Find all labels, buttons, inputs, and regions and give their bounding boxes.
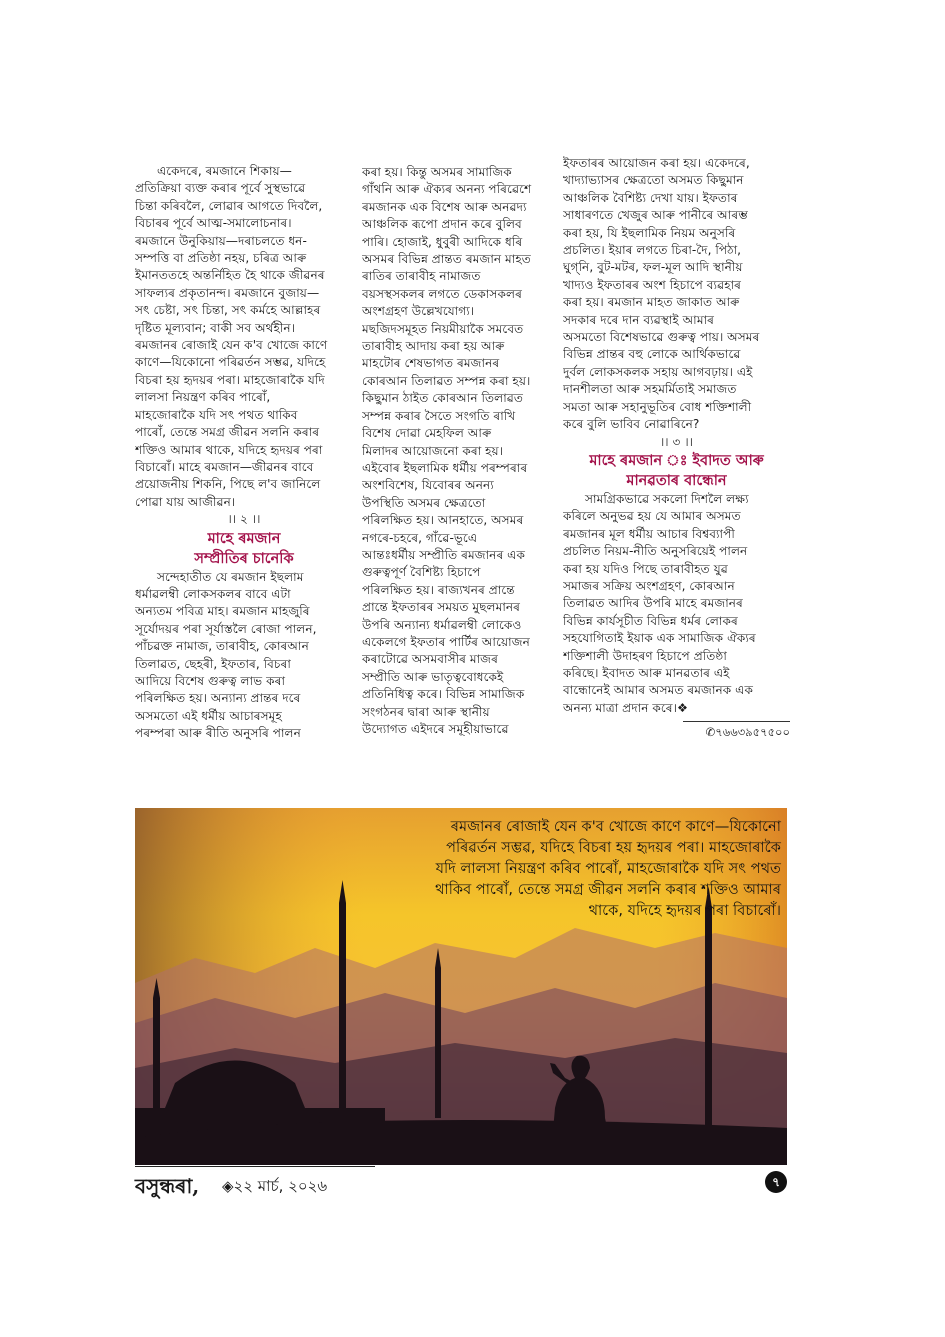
text-line: মাহটোৰ শেষভাগত ৰমজানৰ (362, 356, 500, 371)
text-line: সৎ চেষ্টা, সৎ চিন্তা, সৎ কৰ্মহে আল্লাহৰ (135, 303, 321, 318)
text-line: প্ৰয়োজনীয় শিকনি, পিছে ল'ব জানিলে (135, 477, 321, 492)
issue-date: ◈২২ মাৰ্চ, ২০২৬ (222, 1177, 328, 1195)
text-line: খাদ্যও ইফতাৰৰ অংশ হিচাপে ব্যৱহাৰ (563, 277, 742, 292)
text-line: অংশবিশেষ, যিবোৰৰ অনন্য (362, 478, 494, 493)
text-line: সন্দেহাতীত যে ৰমজান ইছলাম (157, 569, 304, 584)
text-line: ঘুগ্‌নি, বুট-মটৰ, ফল-মূল আদি স্থানীয় (563, 260, 743, 275)
author-phone: ✆৭৬৬৩৯৫৭৫০০ (683, 721, 790, 741)
text-line: পাঁচৱক্ত নামাজ, তাৰাবীহ, কোৰআন (135, 639, 309, 654)
text-line: প্ৰান্তে ইফতাৰৰ সময়ত মুছলমানৰ (362, 600, 521, 615)
text-line: একেলগে ইফতাৰ পাৰ্টিৰ আয়োজন (362, 634, 530, 649)
section-marker: ।। ৩ ।। (659, 434, 694, 449)
text-line: বিচাৰৰ পূৰ্বে আত্ম-সমালোচনাৰ। (135, 216, 292, 231)
text-line: কোৰআন তিলাৱত সম্পন্ন কৰা হয়। (362, 373, 531, 388)
quote-line: থাকিব পাৰোঁ, তেন্তে সমগ্ৰ জীৱন সলনি কৰাৰ শক্তিও আমাৰ (435, 881, 781, 898)
text-line: এইবোৰ ইছলামিক ধৰ্মীয় পৰম্পৰাৰ (362, 460, 528, 475)
text-line: আঞ্চলিক বৈশিষ্ট্য দেখা যায়। ইফতাৰ (563, 190, 738, 205)
text-line: ৰাতিৰ তাৰাবীহ নামাজত (362, 269, 481, 284)
text-line: কাণে—যিকোনো পৰিৱৰ্তন সম্ভৱ, যদিহে (135, 355, 326, 370)
heading-line: মাহে ৰমজান (207, 530, 281, 547)
heading-line: মাহে ৰমজান ঃ ইবাদত আৰু (589, 452, 764, 469)
text-line: অসমতো বিশেষভাৱে গুৰুত্ব পায়। অসমৰ (563, 330, 760, 345)
text-line: আঞ্চলিক ৰূপো প্ৰদান কৰে বুলিব (362, 217, 522, 232)
heading-line: মানৱতাৰ বান্ধোন (626, 472, 727, 489)
text-line: দৃষ্টিত মূল্যবান; বাকী সব অৰ্থহীন। (135, 320, 296, 335)
paragraph (563, 155, 790, 434)
text-line: নগৰে-চহৰে, গাঁৱে-ভূএে (362, 530, 478, 545)
text-line: পৰিলক্ষিত হয়। ৰাজ্যখনৰ প্ৰান্তে (362, 582, 515, 597)
text-line: পোৱা যায় আজীৱন। (135, 494, 236, 509)
text-line: প্ৰচলিত নিয়ম-নীতি অনুসৰিয়েই পালন (563, 544, 748, 559)
text-line: বিচৰা হয় হৃদয়ৰ পৰা। মাহজোৰাকৈ যদি (135, 372, 325, 387)
text-line: ৰমজানে উনুকিয়ায়—দৰাচলতে ধন- (135, 233, 307, 248)
text-line: তাৰাবীহ আদায় কৰা হয় আৰু (362, 339, 505, 354)
text-line: তিলাৱত আদিৰ উপৰি মাহে ৰমজানৰ (563, 596, 743, 611)
text-line: পাৰোঁ, তেন্তে সমগ্ৰ জীৱন সলনি কৰাৰ (135, 425, 320, 440)
text-line: পৰম্পৰা আৰু ৰীতি অনুসৰি পালন (135, 726, 301, 741)
column-1 (135, 163, 353, 743)
text-line: গুৰুত্বপূৰ্ণ বৈশিষ্ট্য হিচাপে (362, 565, 481, 580)
text-line: প্ৰতিনিধিত্ব কৰে। বিভিন্ন সামাজিক (362, 687, 525, 702)
publication-name: বসুন্ধৰা, (135, 1174, 200, 1198)
footer-rule (135, 1166, 375, 1167)
text-line: সংগঠনৰ দ্বাৰা আৰু স্থানীয় (362, 704, 490, 719)
text-line: কিছুমান ঠাইত কোৰআন তিলাৱত (362, 391, 524, 406)
quote-line: যদি লালসা নিয়ন্ত্ৰণ কৰিব পাৰোঁ, মাহজোৰাকৈ যদি সৎ পথত (435, 860, 781, 877)
column-2 (362, 164, 554, 738)
section-heading (135, 529, 353, 569)
text-line: সাফল্যৰ প্ৰকৃতানন্দ। ৰমজানে বুজায়— (135, 285, 320, 300)
section-marker: ।। ২ ।। (227, 512, 261, 527)
text-line: পাৰি। হোজাই, ধুবুৰী আদিকে ধৰি (362, 234, 523, 249)
text-line: বিভিন্ন প্ৰান্তৰ বহু লোকে আৰ্থিকভাৱে (563, 347, 741, 362)
text-line: মাহজোৰাকৈ যদি সৎ পথত থাকিব (135, 407, 298, 422)
text-line: বান্ধোনেই আমাৰ অসমত ৰমজানক এক (563, 683, 753, 698)
paragraph (135, 163, 353, 337)
text-line: ইমানততহে অন্তৰ্নিহিত হৈ থাকে জীৱনৰ (135, 268, 325, 283)
section-heading (563, 451, 790, 491)
text-line: ৰমজানৰ মূল ধৰ্মীয় আচাৰ বিশ্বব্যাপী (563, 526, 735, 541)
text-line: দানশীলতা আৰু সহমৰ্মিতাই সমাজত (563, 382, 737, 397)
text-line: কৰা হয় যদিও পিছে তাৰাবীহত যুৱ (563, 561, 728, 576)
text-line: সামগ্ৰিকভাৱে সকলো দিশলৈ লক্ষ্য (585, 491, 749, 506)
text-line: শক্তিও আমাৰ থাকে, যদিহে হৃদয়ৰ পৰা (135, 442, 323, 457)
text-line: আন্তঃধৰ্মীয় সম্প্ৰীতি ৰমজানৰ এক (362, 547, 525, 562)
text-line: বিভিন্ন কাৰ্যসূচীত বিভিন্ন ধৰ্মৰ লোকৰ (563, 613, 738, 628)
text-line: কৰিলে অনুভৱ হয় যে আমাৰ অসমত (563, 509, 741, 524)
text-line: ৰমজানক এক বিশেষ আৰু অনৱদ্য (362, 199, 527, 214)
text-line: কৰা হয়। কিন্তু অসমৰ সামাজিক (362, 165, 512, 179)
text-line: মছজিদসমূহত নিয়মীয়াকৈ সমবেত (362, 321, 524, 336)
text-line: অসমৰ বিভিন্ন প্ৰান্তত ৰমজান মাহত (362, 252, 531, 267)
quote-line: ৰমজানৰ ৰোজাই যেন ক'ব খোজে কাণে কাণে—যিকোনো (450, 818, 781, 835)
pull-quote (361, 816, 781, 921)
text-line: লালসা নিয়ন্ত্ৰণ কৰিব পাৰোঁ, (135, 390, 271, 405)
text-line: অনন্য মাত্ৰা প্ৰদান কৰে।❖ (563, 700, 688, 715)
text-line: ইফতাৰৰ আয়োজন কৰা হয়। একেদৰে, (563, 156, 750, 170)
heading-line: সম্প্ৰীতিৰ চানেকি (194, 550, 294, 567)
text-line: চিন্তা কৰিবলৈ, লোৱাৰ আগতে দিবলৈ, (135, 198, 323, 213)
text-line: অংশগ্ৰহণ উল্লেখযোগ্য। (362, 304, 475, 319)
text-line: কৰা হয়, যি ইছলামিক নিয়ম অনুসৰি (563, 225, 736, 240)
text-line: প্ৰচলিত। ইয়াৰ লগতে চিৰা-দৈ, পিঠা, (563, 243, 742, 258)
text-line: বিচাৰোঁ। মাহে ৰমজান—জীৱনৰ বাবে (135, 459, 314, 474)
text-line: প্ৰতিক্ৰিয়া ব্যক্ত কৰাৰ পূৰ্বে সুস্থভাৱে (135, 181, 306, 196)
text-line: অন্যতম পবিত্ৰ মাহ। ৰমজান মাহজুৰি (135, 604, 310, 619)
text-line: একেদৰে, ৰমজানে শিকায়— (157, 164, 292, 178)
quote-line: থাকে, যদিহে হৃদয়ৰ পৰা বিচাৰোঁ। (588, 902, 781, 919)
paragraph (563, 491, 790, 717)
text-line: কৰিছে। ইবাদত আৰু মানৱতাৰ এই (563, 665, 730, 680)
text-line: কৰাটোৱে অসমবাসীৰ মাজৰ (362, 652, 498, 667)
mosque-sunset-image (135, 808, 787, 1165)
text-line: উদ্যোগত এইদৰে সমূহীয়াভাৱে (362, 722, 509, 736)
text-line: শক্তিশালী উদাহৰণ হিচাপে প্ৰতিষ্ঠা (563, 648, 727, 663)
text-line: সদকাৰ দৰে দান ব্যৱস্থাই আমাৰ (563, 312, 715, 327)
text-line: কৰে বুলি ভাবিব নোৱাৰিনে? (563, 417, 700, 432)
text-line: গাঁথনি আৰু ঐক্যৰ অনন্য পৰিৱেশে (362, 182, 532, 197)
text-line: মিলাদৰ আয়োজনো কৰা হয়। (362, 443, 504, 458)
text-line: সমাজৰ সক্ৰিয় অংশগ্ৰহণ, কোৰআন (563, 578, 735, 593)
text-line: সম্পন্ন কৰাৰ সৈতে সংগতি ৰাখি (362, 408, 516, 423)
text-line: সূৰ্যোদয়ৰ পৰা সূৰ্যাস্তলৈ ৰোজা পালন, (135, 621, 317, 636)
paragraph (135, 337, 353, 511)
paragraph (135, 569, 353, 743)
text-line: কৰা হয়। ৰমজান মাহত জাকাত আৰু (563, 295, 740, 310)
paragraph (362, 164, 554, 738)
text-line: পৰিলক্ষিত হয়। আনহাতে, অসমৰ (362, 513, 524, 528)
text-line: উপস্থিতি অসমৰ ক্ষেত্ৰতো (362, 495, 486, 510)
text-line: দুৰ্বল লোকসকলক সহায় আগবঢ়ায়। এই (563, 364, 753, 379)
text-line: বয়সস্থসকলৰ লগতে ডেকাসকলৰ (362, 286, 522, 301)
text-line: সহযোগিতাই ইয়াক এক সামাজিক ঐক্যৰ (563, 631, 756, 646)
text-line: ৰমজানৰ ৰোজাই যেন ক'ব খোজে কাণে (135, 338, 328, 353)
text-line: সম্প্ৰীতি আৰু ভাতৃত্ববোধকেই (362, 669, 504, 684)
text-line: অসমতো এই ধৰ্মীয় আচাৰসমূহ (135, 708, 282, 723)
text-line: উপৰি অন্যান্য ধৰ্মাৱলম্বী লোকেও (362, 617, 522, 632)
quote-line: পৰিৱৰ্তন সম্ভৱ, যদিহে বিচৰা হয় হৃদয়ৰ পৰা। মাহজোৰাকৈ (446, 839, 781, 856)
text-line: ধৰ্মাৱলম্বী লোকসকলৰ বাবে এটা (135, 586, 291, 601)
text-line: সাধাৰণতে খেজুৰ আৰু পানীৰে আৰম্ভ (563, 208, 748, 223)
text-line: খাদ্যাভ্যাসৰ ক্ষেত্ৰতো অসমত কিছুমান (563, 173, 744, 188)
text-line: পৰিলক্ষিত হয়। অন্যান্য প্ৰান্তৰ দৰে (135, 691, 301, 706)
page-number: ৭ (765, 1171, 787, 1193)
text-line: তিলাৱত, ছেহৰী, ইফতাৰ, বিচৰা (135, 656, 291, 671)
column-3 (563, 155, 790, 742)
text-line: সমতা আৰু সহানুভূতিৰ বোধ শক্তিশালী (563, 399, 752, 414)
text-line: বিশেষ দোৱা মেহফিল আৰু (362, 426, 492, 441)
text-line: আদিয়ে বিশেষ গুৰুত্ব লাভ কৰা (135, 673, 286, 688)
text-line: সম্পত্তি বা প্ৰতিষ্ঠা নহয়, চৰিত্ৰ আৰু (135, 251, 307, 266)
